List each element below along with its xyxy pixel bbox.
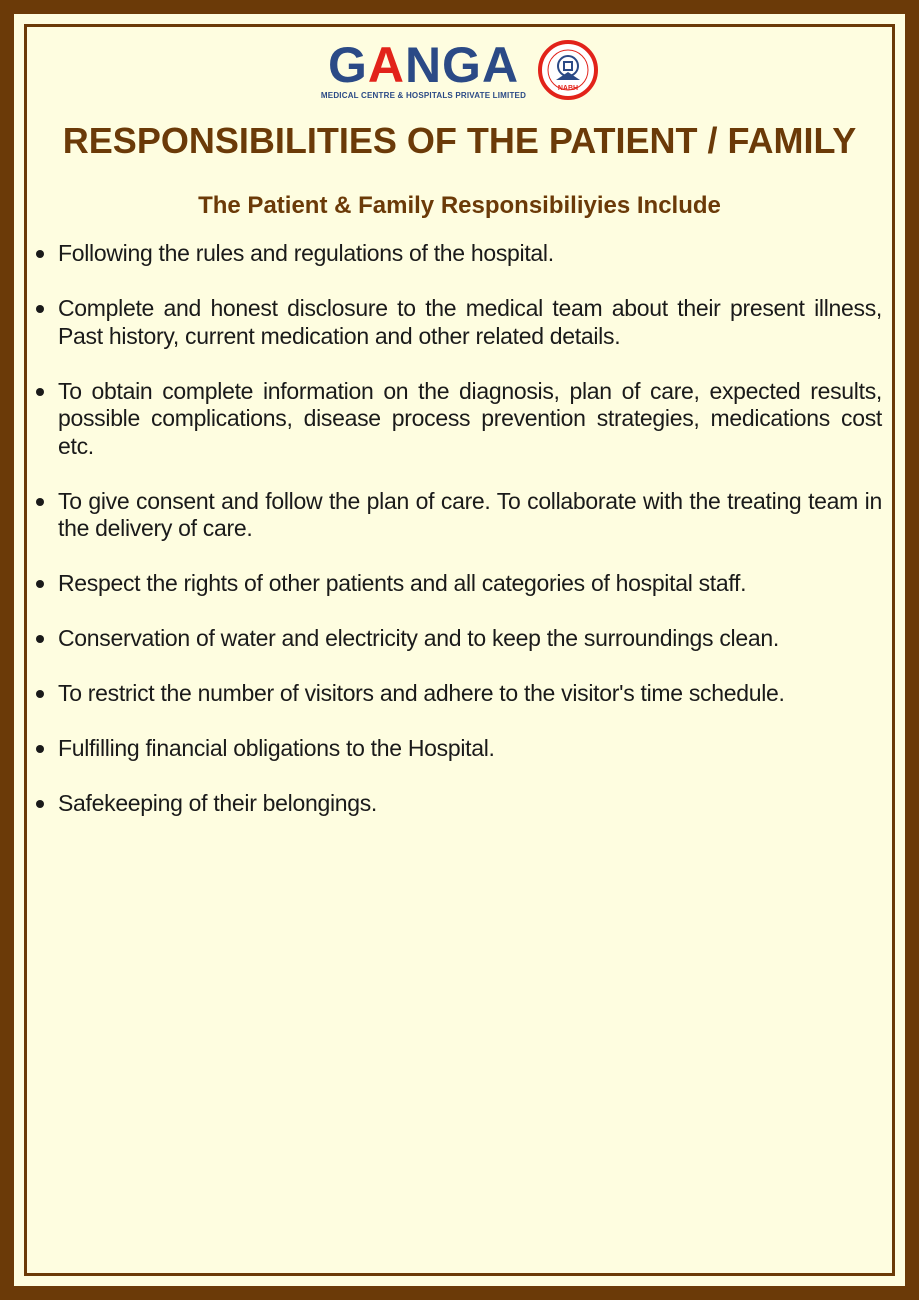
header-logo	[0, 36, 919, 100]
list-item-text: To obtain complete information on the diagnosis, plan of care, expected results, possible complications, disease process prevention strategies, medications cost etc.	[58, 377, 882, 459]
responsibilities-list	[34, 240, 882, 845]
list-item	[34, 625, 882, 653]
brand-name-accent: A	[367, 36, 405, 93]
bullet-icon	[36, 250, 44, 258]
list-item	[34, 680, 882, 708]
list-item-text: Respect the rights of other patients and all categories of hospital staff.	[58, 570, 747, 596]
bullet-icon	[36, 745, 44, 753]
ganga-logo	[320, 36, 527, 100]
bullet-icon	[36, 800, 44, 808]
bullet-icon	[36, 498, 44, 506]
list-item	[34, 240, 882, 268]
seal-label: NABH	[557, 85, 579, 92]
brand-name-part1: G	[327, 36, 368, 93]
section-subtitle: The Patient & Family Responsibiliyies Include	[198, 192, 721, 219]
list-item-text: Fulfilling financial obligations to the Hospital.	[58, 735, 495, 761]
page-title: RESPONSIBILITIES OF THE PATIENT / FAMILY	[62, 120, 857, 161]
nabh-seal-icon	[538, 40, 598, 100]
list-item	[34, 735, 882, 763]
list-item	[34, 570, 882, 598]
list-item-text: Conservation of water and electricity and to keep the surroundings clean.	[58, 625, 779, 651]
list-item-text: Complete and honest disclosure to the medical team about their present illness, Past history, current medication and other related details.	[58, 295, 882, 349]
list-item	[34, 790, 882, 818]
list-item	[34, 488, 882, 543]
list-item-text: Safekeeping of their belongings.	[58, 790, 378, 816]
brand-name	[327, 36, 520, 93]
bullet-icon	[36, 305, 44, 313]
list-item	[34, 378, 882, 461]
list-item-text: To give consent and follow the plan of care. To collaborate with the treating team in the delivery of care.	[58, 487, 882, 541]
bullet-icon	[36, 580, 44, 588]
brand-name-part2: NGA	[404, 36, 520, 93]
bullet-icon	[36, 635, 44, 643]
list-item-text: Following the rules and regulations of the hospital.	[58, 240, 554, 266]
brand-subtitle: MEDICAL CENTRE & HOSPITALS PRIVATE LIMITED	[320, 90, 527, 100]
bullet-icon	[36, 690, 44, 698]
bullet-icon	[36, 388, 44, 396]
list-item	[34, 295, 882, 350]
list-item-text: To restrict the number of visitors and adhere to the visitor's time schedule.	[58, 680, 785, 706]
